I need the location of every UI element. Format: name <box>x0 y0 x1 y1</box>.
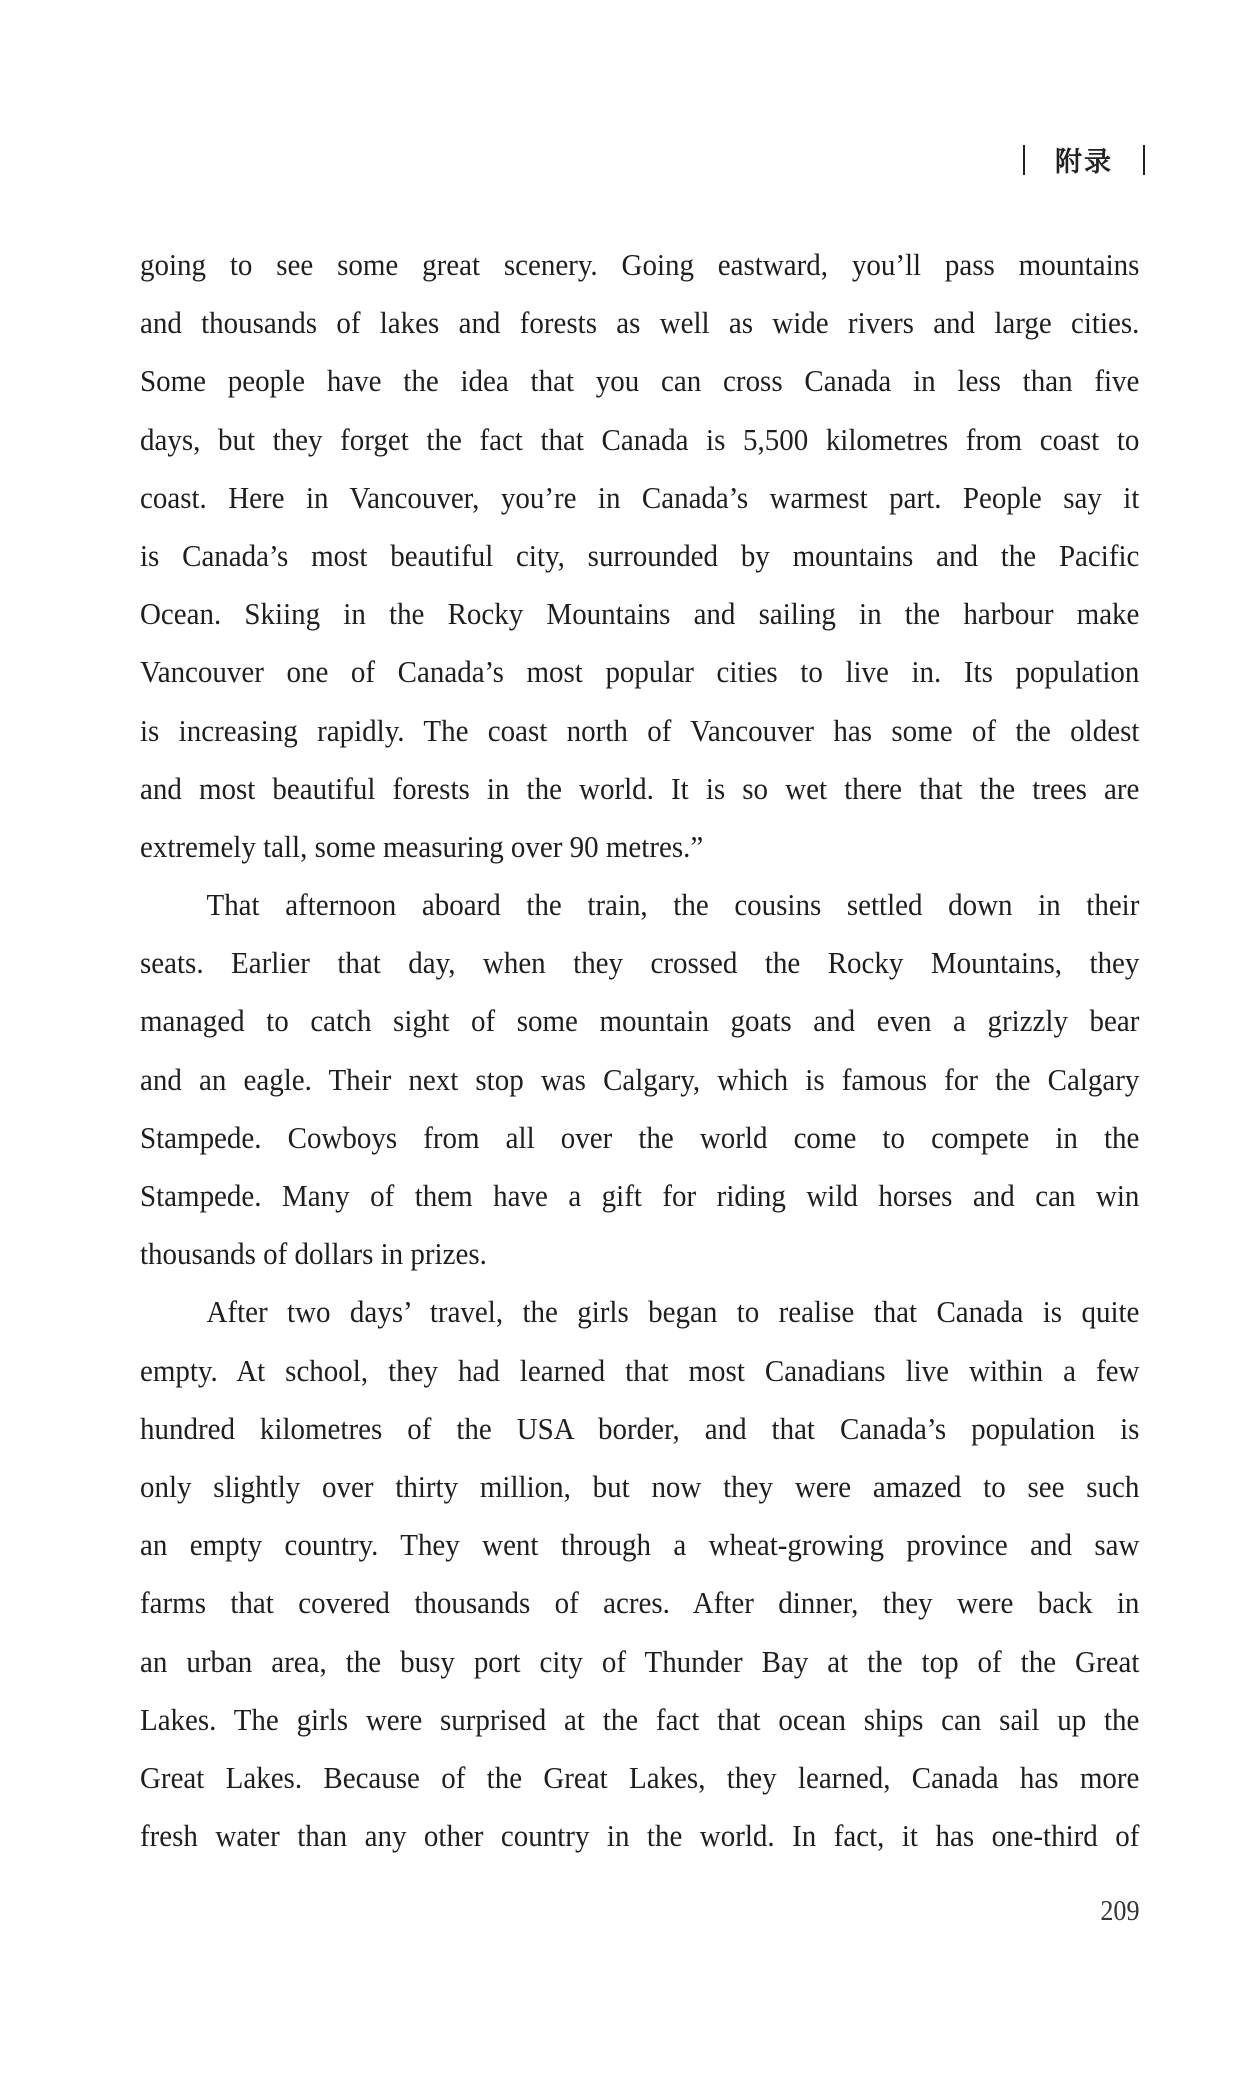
text-line: only slightly over thirty million, but now they were amazed to see such <box>140 1469 1140 1504</box>
text-line: farms that covered thousands of acres. After dinner, they were back in <box>140 1586 1140 1621</box>
text-line: is increasing rapidly. The coast north of Vancouver has some of the oldest <box>140 713 1140 748</box>
paragraph-start-line: That afternoon aboard the train, the cousins settled down in their <box>206 888 1140 923</box>
body-text <box>140 236 1140 1865</box>
text-line: extremely tall, some measuring over 90 metres.” <box>140 829 704 864</box>
header-divider-right <box>1143 145 1145 175</box>
header-divider-left <box>1023 145 1025 175</box>
running-head-title: 附录 <box>1055 147 1113 178</box>
text-line: Great Lakes. Because of the Great Lakes, they learned, Canada has more <box>140 1760 1140 1795</box>
paragraph-start-line: After two days’ travel, the girls began to realise that Canada is quite <box>206 1295 1140 1330</box>
text-line: days, but they forget the fact that Canada is 5,500 kilometres from coast to <box>140 422 1140 457</box>
text-line: managed to catch sight of some mountain goats and even a grizzly bear <box>140 1004 1140 1039</box>
text-line: and an eagle. Their next stop was Calgary, which is famous for the Calgary <box>140 1062 1140 1097</box>
text-line: empty. At school, they had learned that most Canadians live within a few <box>140 1353 1140 1388</box>
running-head <box>1023 140 1145 179</box>
text-line: hundred kilometres of the USA border, and that Canada’s population is <box>140 1411 1140 1446</box>
text-line: Ocean. Skiing in the Rocky Mountains and sailing in the harbour make <box>140 597 1140 632</box>
text-line: and thousands of lakes and forests as well as wide rivers and large cities. <box>140 306 1140 341</box>
text-line: fresh water than any other country in the world. In fact, it has one-third of <box>140 1819 1140 1854</box>
text-line: thousands of dollars in prizes. <box>140 1237 487 1272</box>
text-line: seats. Earlier that day, when they crossed the Rocky Mountains, they <box>140 946 1140 981</box>
text-line: an empty country. They went through a wheat-growing province and saw <box>140 1528 1140 1563</box>
text-line: Stampede. Cowboys from all over the world come to compete in the <box>140 1120 1140 1155</box>
text-line: coast. Here in Vancouver, you’re in Canada’s warmest part. People say it <box>140 480 1140 515</box>
text-line: going to see some great scenery. Going eastward, you’ll pass mountains <box>140 248 1140 282</box>
text-line: an urban area, the busy port city of Thunder Bay at the top of the Great <box>140 1644 1140 1679</box>
page-number: 209 <box>1099 1895 1139 1927</box>
text-line: is Canada’s most beautiful city, surrounded by mountains and the Pacific <box>140 538 1140 573</box>
text-line: Vancouver one of Canada’s most popular cities to live in. Its population <box>140 655 1140 690</box>
text-line: Stampede. Many of them have a gift for riding wild horses and can win <box>140 1179 1140 1213</box>
text-line: and most beautiful forests in the world. It is so wet there that the trees are <box>140 771 1140 806</box>
text-line: Lakes. The girls were surprised at the fact that ocean ships can sail up the <box>140 1702 1140 1737</box>
text-line: Some people have the idea that you can cross Canada in less than five <box>140 364 1140 399</box>
